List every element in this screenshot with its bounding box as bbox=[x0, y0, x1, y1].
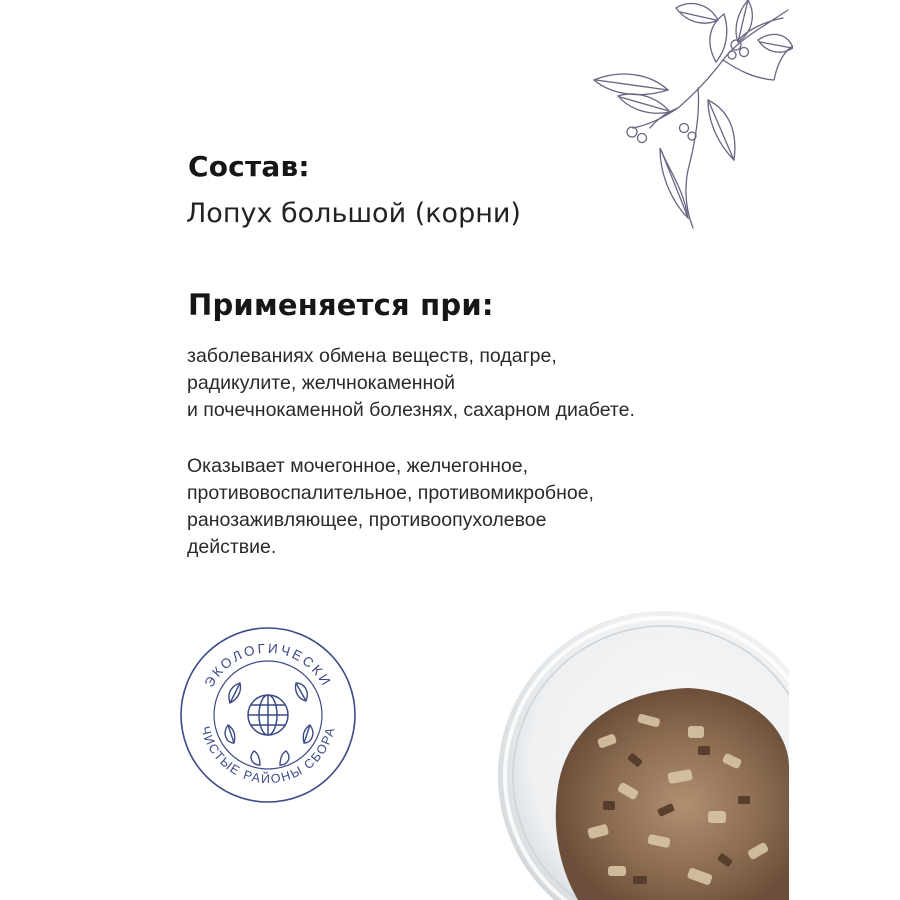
applications-heading: Применяется при: bbox=[188, 288, 494, 322]
composition-heading: Состав: bbox=[188, 150, 310, 183]
badge-top-arc-path: ЭКОЛОГИЧЕСКИ bbox=[201, 640, 335, 690]
composition-text: Лопух большой (корни) bbox=[186, 198, 521, 229]
badge-top-arc-text bbox=[201, 641, 334, 690]
uses-paragraph bbox=[187, 343, 635, 424]
uses-line: и почечнокаменной болезнях, сахарном диабете. bbox=[187, 399, 635, 421]
botanical-branch-illustration bbox=[588, 0, 793, 230]
effect-line: Оказывает мочегонное, желчегонное, bbox=[187, 455, 529, 477]
eco-badge bbox=[178, 625, 358, 805]
effect-line: действие. bbox=[187, 536, 277, 558]
uses-line: заболеваниях обмена веществ, подагре, bbox=[187, 345, 557, 367]
uses-line: радикулите, желчнокаменной bbox=[187, 372, 455, 394]
effect-line: противовоспалительное, противомикробное, bbox=[187, 482, 594, 504]
dried-root-dish-photo bbox=[488, 596, 789, 900]
effect-paragraph bbox=[187, 453, 594, 561]
globe-icon bbox=[248, 695, 288, 735]
badge-bottom-arc-path: ЧИСТЫЕ РАЙОНЫ СБОРА bbox=[198, 724, 338, 787]
effect-line: ранозаживляющее, противоопухолевое bbox=[187, 509, 547, 531]
